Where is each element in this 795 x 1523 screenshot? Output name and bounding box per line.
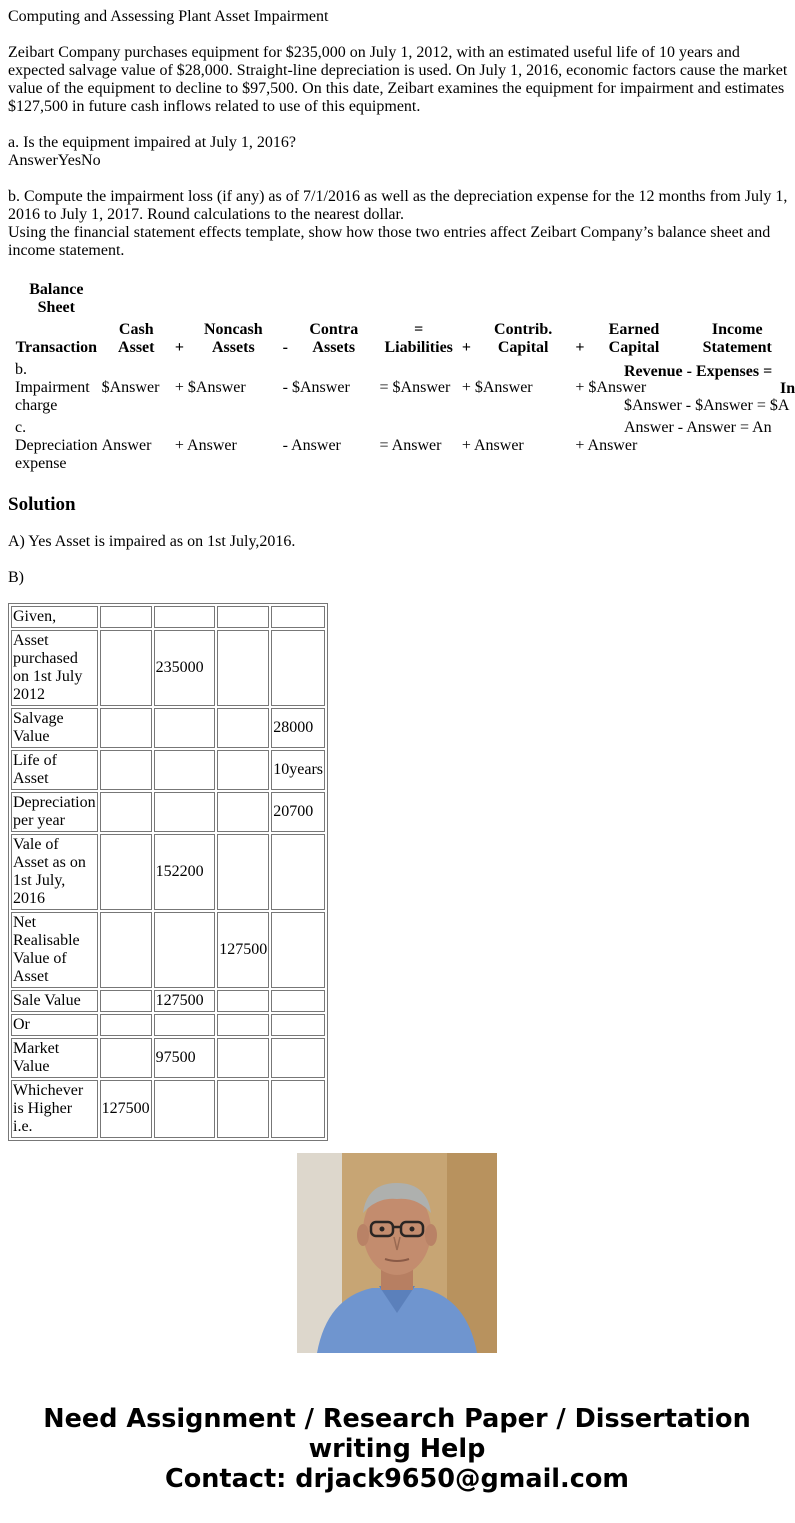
table-row	[11, 792, 325, 832]
given-value-cell	[217, 792, 269, 832]
given-label-cell: Salvage Value	[11, 708, 98, 748]
given-value-cell	[154, 708, 216, 748]
given-value-cell	[100, 630, 152, 706]
contra-answer-field[interactable]: - Answer	[282, 437, 341, 454]
table-row	[11, 1038, 325, 1078]
given-value-cell	[271, 630, 325, 706]
given-label-cell: Vale of Asset as on 1st July, 2016	[11, 834, 98, 910]
given-value-cell	[100, 792, 152, 832]
given-value-cell: 28000	[271, 708, 325, 748]
revenue-answer-field[interactable]: Answer	[624, 419, 674, 436]
promo-line-2: writing Help	[308, 1434, 486, 1464]
expenses-answer-field[interactable]: - $Answer	[685, 397, 753, 414]
question-a: a. Is the equipment impaired at July 1, 2016?	[8, 134, 296, 151]
income-row	[624, 397, 789, 419]
table-row	[11, 750, 325, 790]
given-value-cell	[217, 750, 269, 790]
given-value-cell	[154, 1080, 216, 1138]
cash-answer-field[interactable]: Answer	[101, 437, 152, 454]
liabilities-answer-field[interactable]: = $Answer	[379, 379, 451, 396]
col-op-plus: +	[575, 339, 585, 356]
col-earned-capital: Earned Capital	[608, 321, 660, 356]
solution-part-a: A) Yes Asset is impaired as on 1st July,2016.	[8, 533, 296, 550]
given-label-cell: Asset purchased on 1st July 2012	[11, 630, 98, 706]
earned-answer-field[interactable]: + Answer	[575, 437, 638, 454]
given-value-cell	[100, 708, 152, 748]
given-value-cell: 10years	[271, 750, 325, 790]
income-statement-equation-header: Revenue - Expenses =	[624, 363, 773, 380]
given-value-cell	[271, 1038, 325, 1078]
given-value-cell	[154, 1014, 216, 1036]
given-value-cell	[217, 990, 269, 1012]
given-value-cell: 127500	[154, 990, 216, 1012]
given-label-cell: Market Value	[11, 1038, 98, 1078]
given-label-cell: Or	[11, 1014, 98, 1036]
col-transaction: Transaction	[15, 339, 98, 356]
given-value-cell	[271, 1080, 325, 1138]
solution-heading: Solution	[8, 494, 76, 515]
given-value-cell	[217, 1080, 269, 1138]
net-income-answer-field[interactable]: = $A	[756, 397, 790, 414]
given-value-cell	[217, 708, 269, 748]
col-contrib-capital: Contrib. Capital	[494, 321, 553, 356]
table-row	[11, 1080, 325, 1138]
given-value-cell	[154, 792, 216, 832]
given-value-cell	[100, 834, 152, 910]
given-value-cell	[100, 1014, 152, 1036]
page-title: Computing and Assessing Plant Asset Impairment	[8, 8, 329, 25]
col-op-minus: -	[282, 339, 288, 356]
given-value-cell	[154, 606, 216, 628]
table-row	[11, 912, 325, 988]
revenue-answer-field[interactable]: $Answer	[624, 397, 682, 414]
given-value-cell	[271, 912, 325, 988]
income-statement-block	[624, 363, 795, 441]
col-noncash-assets: Noncash Assets	[204, 321, 263, 356]
col-op-plus: +	[174, 339, 185, 356]
row-label: b. Impairment charge	[15, 361, 90, 414]
income-row	[624, 419, 789, 441]
given-table-container	[8, 603, 328, 1135]
given-value-cell	[154, 750, 216, 790]
expenses-answer-field[interactable]: - Answer	[677, 419, 736, 436]
row-label: c. Depreciation expense	[15, 419, 98, 472]
col-op-plus: +	[461, 339, 471, 356]
given-label-cell: Life of Asset	[11, 750, 98, 790]
income-statement-header: Income Statement	[702, 321, 772, 356]
given-value-cell	[271, 834, 325, 910]
given-table	[8, 603, 328, 1141]
document	[8, 8, 794, 587]
given-value-cell: 97500	[154, 1038, 216, 1078]
problem-intro: Zeibart Company purchases equipment for $235,000 on July 1, 2012, with an estimated useful life of 10 years and expected salvage value of $28,000. Straight-line depreciation is used. On July 1, 2016, economic factors cause the market value of the equipment to decline to $97,500. On this date, Zeibart examines the equipment for impairment and estimates $127,500 in future cash inflows related to use of this equipment.	[8, 44, 788, 115]
table-row	[11, 990, 325, 1012]
given-label-cell: Sale Value	[11, 990, 98, 1012]
promo-line-1: Need Assignment / Research Paper / Dissertation	[43, 1404, 751, 1434]
net-income-answer-field[interactable]: = An	[739, 419, 772, 436]
answer-label: Answer	[8, 152, 58, 169]
solution-part-b: B)	[8, 569, 24, 586]
col-cash-asset: Cash Asset	[118, 321, 155, 356]
col-liabilities: = Liabilities	[384, 321, 453, 356]
given-label-cell: Whichever is Higher i.e.	[11, 1080, 98, 1138]
given-label-cell: Net Realisable Value of Asset	[11, 912, 98, 988]
given-value-cell: 20700	[271, 792, 325, 832]
question-b: b. Compute the impairment loss (if any) as of 7/1/2016 as well as the depreciation expense for the 12 months from July 1, 2016 to July 1, 2017. Round calculations to the nearest dollar.	[8, 188, 788, 223]
given-value-cell	[154, 912, 216, 988]
given-value-cell	[100, 1038, 152, 1078]
given-value-cell	[271, 990, 325, 1012]
noncash-answer-field[interactable]: + Answer	[174, 437, 237, 454]
table-row	[11, 630, 325, 706]
liabilities-answer-field[interactable]: = Answer	[379, 437, 442, 454]
option-no[interactable]: No	[81, 152, 101, 169]
given-label-cell: Depreciation per year	[11, 792, 98, 832]
given-value-cell	[271, 1014, 325, 1036]
given-value-cell	[100, 912, 152, 988]
net-income-header: In	[780, 380, 795, 397]
question-a-answer	[8, 152, 794, 170]
given-value-cell	[217, 1038, 269, 1078]
given-value-cell: 152200	[154, 834, 216, 910]
given-value-cell: 127500	[217, 912, 269, 988]
contrib-answer-field[interactable]: + Answer	[461, 437, 524, 454]
given-value-cell: 235000	[154, 630, 216, 706]
balance-sheet-header: Balance Sheet	[29, 281, 84, 316]
col-contra-assets: Contra Assets	[309, 321, 359, 356]
given-value-cell	[271, 606, 325, 628]
promo-contact[interactable]: Contact: drjack9650@gmail.com	[165, 1464, 629, 1494]
option-yes[interactable]: Yes	[57, 152, 82, 169]
given-value-cell	[217, 834, 269, 910]
given-value-cell	[100, 606, 152, 628]
given-value-cell	[217, 606, 269, 628]
table-row	[11, 708, 325, 748]
cash-answer-field[interactable]: $Answer	[101, 379, 160, 396]
given-value-cell	[100, 990, 152, 1012]
given-label-cell: Given,	[11, 606, 98, 628]
table-row	[11, 606, 325, 628]
author-photo	[297, 1153, 497, 1353]
given-value-cell: 127500	[100, 1080, 152, 1138]
contra-answer-field[interactable]: - $Answer	[282, 379, 350, 396]
contrib-answer-field[interactable]: + $Answer	[461, 379, 533, 396]
portrait-illustration	[297, 1153, 497, 1353]
given-value-cell	[100, 750, 152, 790]
question-b-instructions: Using the financial statement effects template, show how those two entries affect Zeibart Company’s balance sheet and income statement.	[8, 224, 771, 259]
given-value-cell	[217, 1014, 269, 1036]
earned-answer-field[interactable]: + $Answer	[575, 379, 647, 396]
promo-banner	[0, 1404, 794, 1494]
noncash-answer-field[interactable]: + $Answer	[174, 379, 246, 396]
given-value-cell	[217, 630, 269, 706]
table-row	[11, 1014, 325, 1036]
table-row	[11, 834, 325, 910]
